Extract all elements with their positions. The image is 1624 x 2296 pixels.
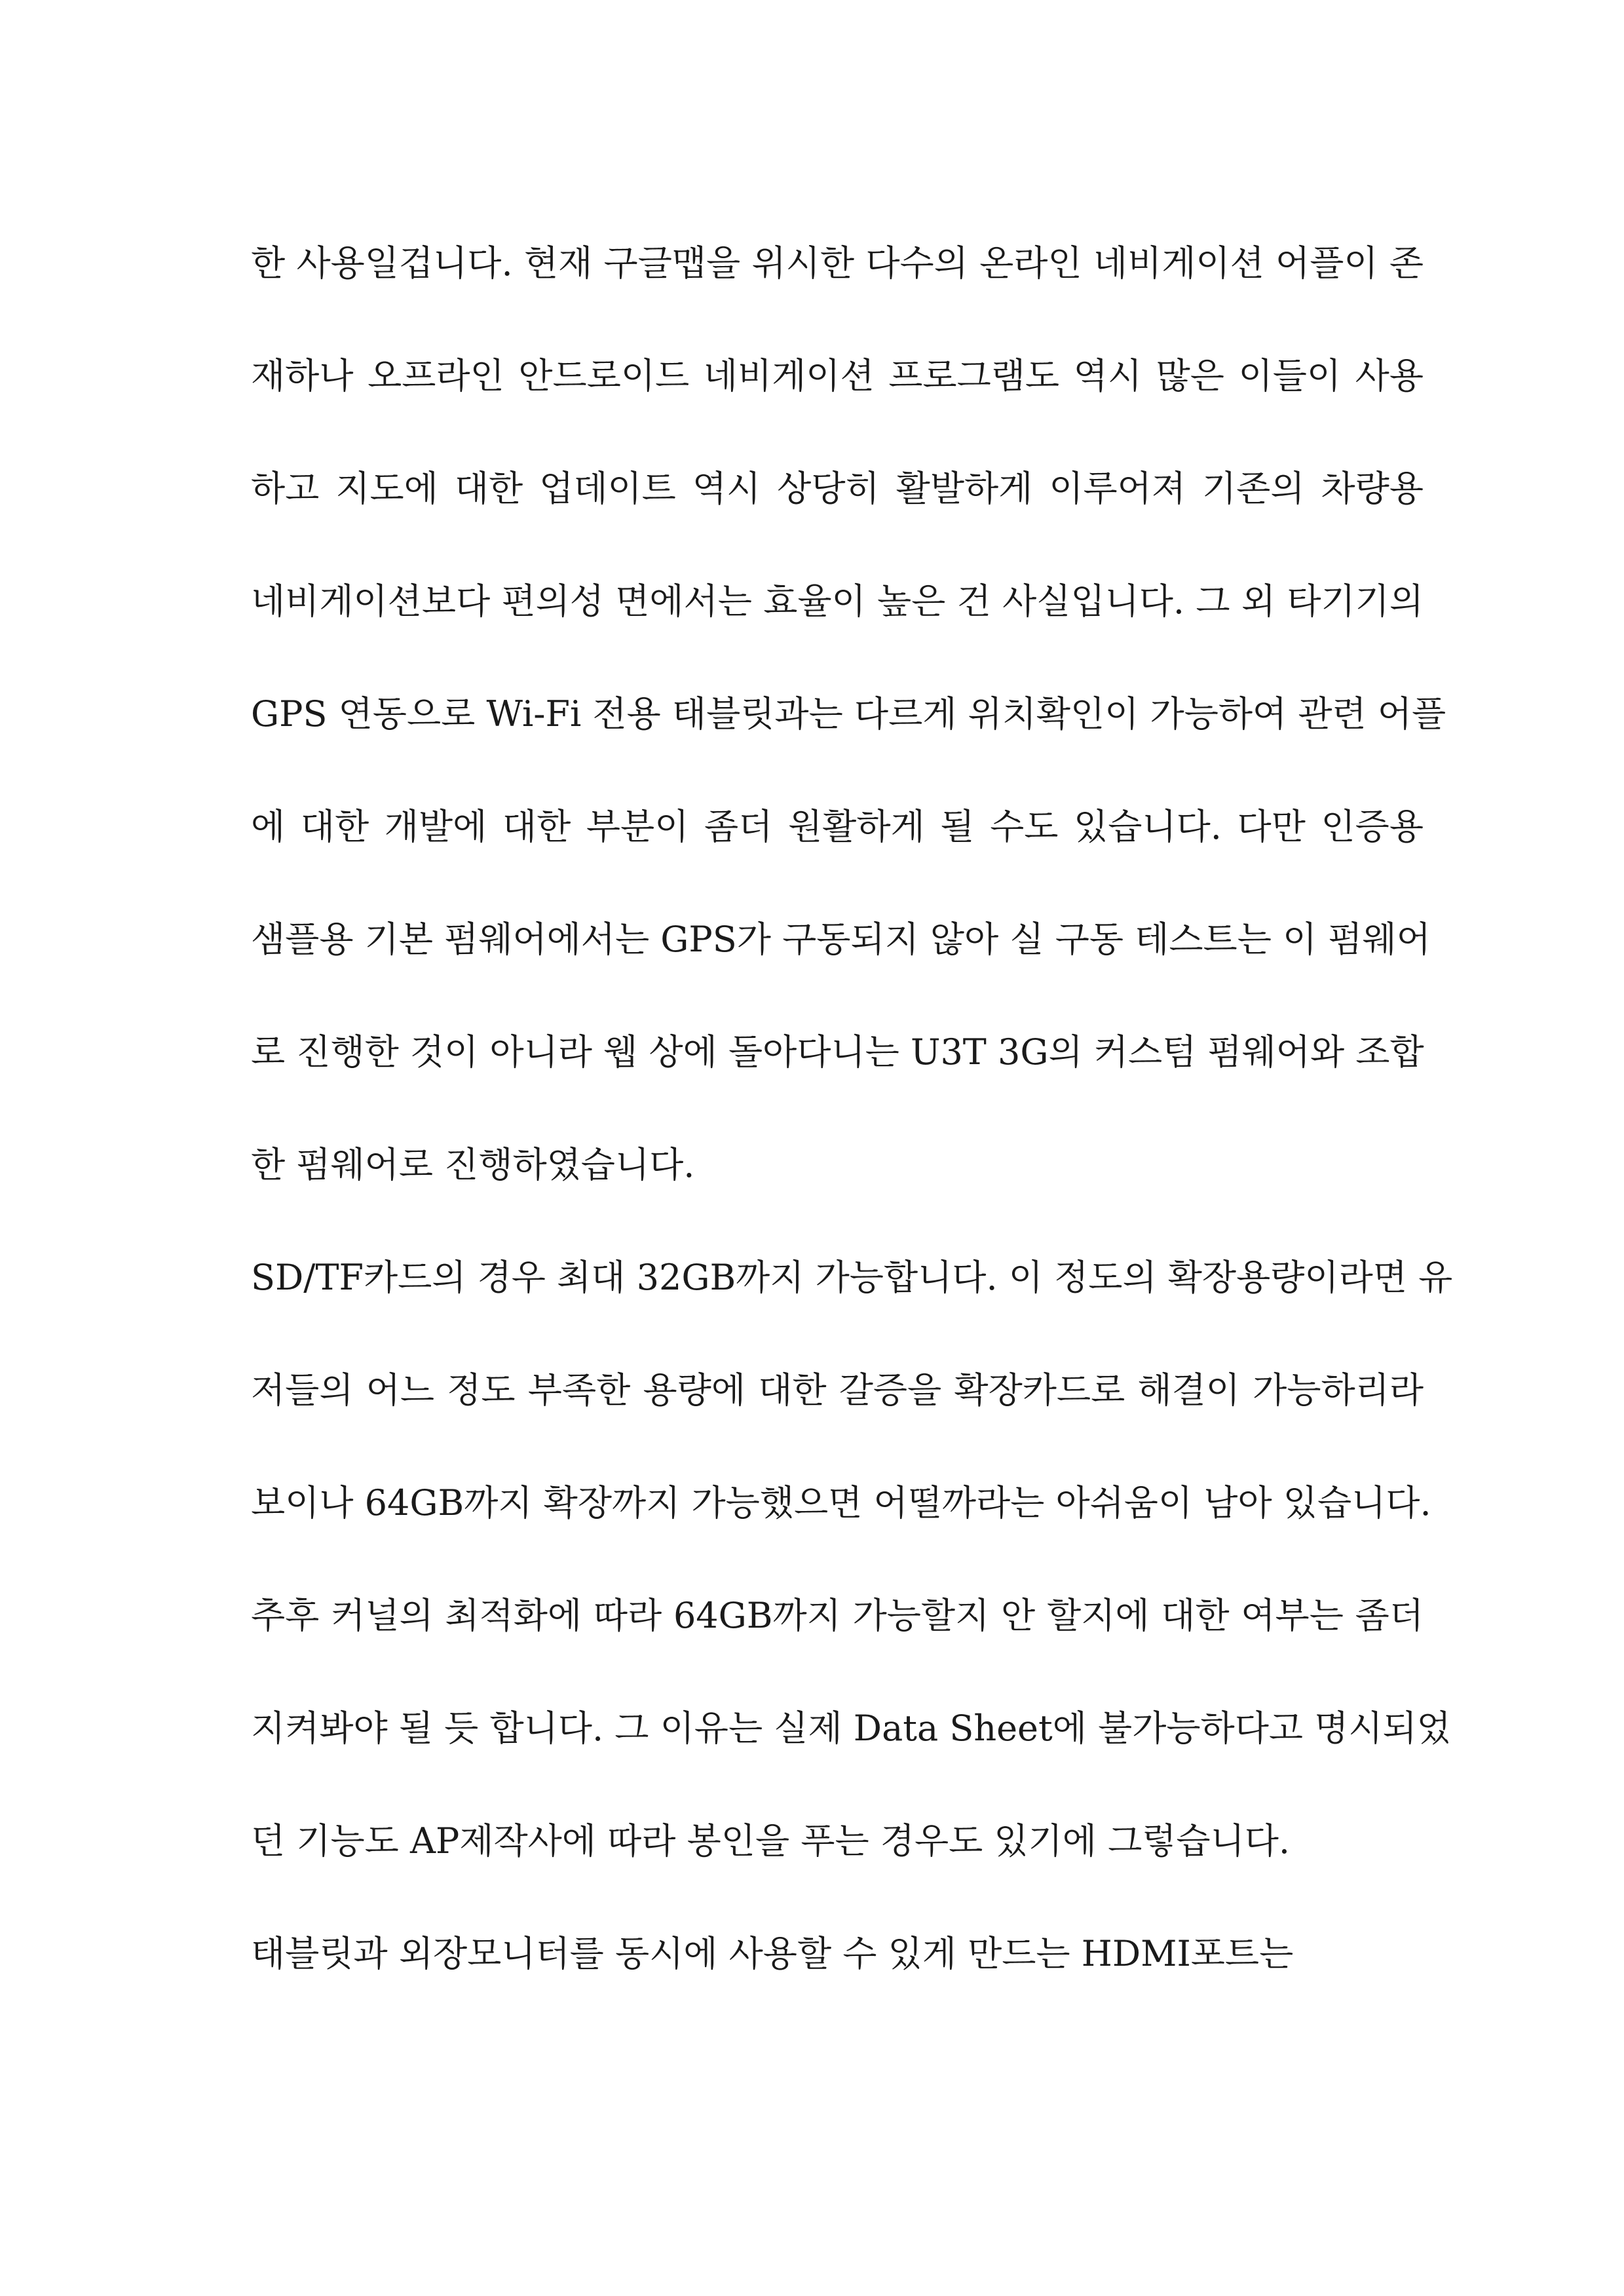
text-line-7: 샘플용 기본 펌웨어에서는 GPS가 구동되지 않아 실 구동 테스트는 이 펌웨어 <box>251 919 1431 960</box>
text-line-4: 네비게이션보다 편의성 면에서는 효율이 높은 건 사실입니다. 그 외 타기기의 <box>251 581 1424 622</box>
text-line-11: 저들의 어느 정도 부족한 용량에 대한 갈증을 확장카드로 해결이 가능하리라 <box>251 1369 1424 1411</box>
text-line-3: 하고 지도에 대한 업데이트 역시 상당히 활발하게 이루어져 기존의 차량용 <box>251 468 1424 509</box>
text-line-6: 에 대한 개발에 대한 부분이 좀더 원활하게 될 수도 있습니다. 다만 인증용 <box>251 806 1424 847</box>
body-text <box>251 231 1453 2034</box>
text-line-9: 한 펌웨어로 진행하였습니다. <box>251 1144 695 1185</box>
text-line-1: 한 사용일겁니다. 현재 구글맵을 위시한 다수의 온라인 네비게이션 어플이 존 <box>251 242 1424 284</box>
text-line-8: 로 진행한 것이 아니라 웹 상에 돌아다니는 U3T 3G의 커스텀 펌웨어와 조합 <box>251 1031 1424 1073</box>
text-line-5: GPS 연동으로 Wi-Fi 전용 태블릿과는 다르게 위치확인이 가능하여 관련 어플 <box>251 693 1446 735</box>
text-line-2: 재하나 오프라인 안드로이드 네비게이션 프로그램도 역시 많은 이들이 사용 <box>251 355 1424 396</box>
text-line-14: 지켜봐야 될 듯 합니다. 그 이유는 실제 Data Sheet에 불가능하다고 명시되었 <box>251 1708 1451 1749</box>
text-line-12: 보이나 64GB까지 확장까지 가능했으면 어떨까라는 아쉬움이 남아 있습니다. <box>251 1482 1431 1523</box>
text-line-10: SD/TF카드의 경우 최대 32GB까지 가능합니다. 이 정도의 확장용량이라면 유 <box>251 1257 1453 1298</box>
text-line-16: 태블릿과 외장모니터를 동시에 사용할 수 있게 만드는 HDMI포트는 <box>251 1933 1294 1974</box>
text-line-13: 추후 커널의 최적화에 따라 64GB까지 가능할지 안 할지에 대한 여부는 좀더 <box>251 1595 1424 1636</box>
text-line-15: 던 기능도 AP제작사에 따라 봉인을 푸는 경우도 있기에 그렇습니다. <box>251 1820 1291 1862</box>
